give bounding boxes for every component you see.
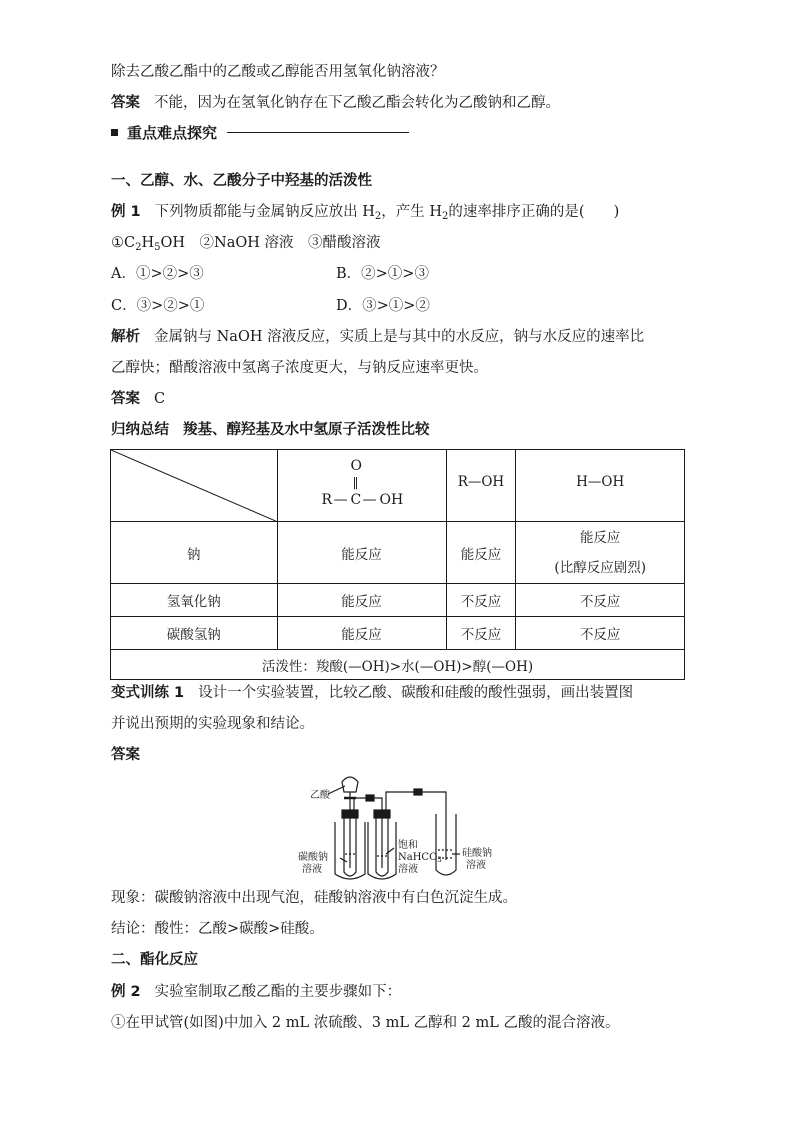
example1-stem	[111, 202, 619, 227]
cell-line: (比醇反应剧烈)	[554, 559, 646, 576]
double-bond-mark: ‖	[352, 474, 359, 489]
summary-title: 羧基、醇羟基及水中氢原子活泼性比较	[183, 422, 430, 438]
question-text: 除去乙酸乙酯中的乙酸或乙醇能否用氢氧化钠溶液？	[111, 64, 445, 80]
table-footer-row	[111, 650, 685, 680]
conclusion-text: 结论：酸性：乙酸>碳酸>硅酸。	[111, 921, 324, 937]
example2-label: 例 2	[111, 984, 141, 1000]
apparatus-diagram	[290, 770, 520, 885]
example2-stem	[111, 982, 401, 1002]
reagent-cell: 碳酸氢钠	[111, 617, 278, 650]
square-bullet-icon	[111, 129, 118, 136]
comparison-table	[110, 449, 685, 680]
answer-label: 答案	[111, 391, 140, 407]
section-heading	[111, 121, 409, 143]
analysis-line-2: 乙醇快；醋酸溶液中氢离子浓度更大，与钠反应速率更快。	[111, 360, 488, 376]
formula-o: O	[350, 457, 363, 474]
formula-oh: OH	[379, 491, 404, 508]
cell: 能反应	[277, 617, 446, 650]
reagent-cell: 钠	[111, 522, 278, 584]
example1-label: 例 1	[111, 204, 141, 220]
answer-text: 不能，因为在氢氧化钠存在下乙酸乙酯会转化为乙酸钠和乙醇。	[154, 95, 560, 111]
option-c: C．③>②>①	[111, 298, 205, 314]
example2-text: 实验室制取乙酸乙酯的主要步骤如下：	[154, 984, 402, 1000]
item-part: H	[141, 235, 155, 251]
variant1-text: 设计一个实验装置，比较乙酸、碳酸和硅酸的酸性强弱，画出装置图	[198, 685, 634, 701]
formula-bond: —	[333, 491, 348, 508]
stem-part: 的速率排序正确的是( )	[448, 204, 620, 220]
example1-items	[111, 233, 381, 258]
diagonal-line	[111, 450, 278, 522]
cell: 不反应	[446, 617, 516, 650]
formula-bond: —	[362, 491, 377, 508]
item-part: OH ②NaOH 溶液 ③醋酸溶液	[160, 235, 381, 251]
subscript: 5	[154, 242, 161, 253]
header-water: H—OH	[516, 450, 685, 522]
answer-value: C	[154, 391, 166, 407]
label-saturated-1: 饱和	[398, 840, 418, 851]
section-rule	[227, 132, 409, 133]
option-d: D．③>①>②	[336, 298, 430, 314]
subscript: 2	[442, 211, 449, 222]
analysis-line-1	[111, 327, 644, 347]
stem-part: 下列物质都能与金属钠反应放出 H	[154, 204, 375, 220]
variant1-label: 变式训练 1	[111, 685, 185, 701]
cell: 能反应	[277, 522, 446, 584]
label-sodium-silicate-2: 溶液	[466, 860, 486, 871]
part2-heading: 二、酯化反应	[111, 952, 198, 968]
stem-part: ，产生 H	[381, 204, 443, 220]
label-sodium-carbonate-2: 溶液	[302, 864, 322, 875]
variant1-answer-label: 答案	[111, 747, 140, 763]
step1-text: ①在甲试管(如图)中加入 2 mL 浓硫酸、3 mL 乙醇和 2 mL 乙酸的混合溶液。	[111, 1015, 620, 1031]
answer-label: 答案	[111, 95, 140, 111]
carboxyl-formula	[282, 456, 442, 516]
cell: 能反应	[446, 522, 516, 584]
label-saturated-3: 溶液	[398, 864, 418, 875]
option-b: B．②>①>③	[336, 266, 429, 282]
header-carboxyl	[277, 450, 446, 522]
cell: 不反应	[516, 584, 685, 617]
item-part: ①C	[111, 235, 136, 251]
table-row	[111, 584, 685, 617]
subscript: 3	[437, 856, 442, 864]
cell	[516, 522, 685, 584]
label-acetic-acid: 乙酸	[310, 790, 330, 801]
label-sodium-carbonate-1: 碳酸钠	[298, 852, 328, 863]
variant1-line-2: 并说出预期的实验现象和结论。	[111, 716, 314, 732]
example1-answer	[111, 389, 165, 409]
subscript: 2	[135, 242, 142, 253]
analysis-label: 解析	[111, 329, 140, 345]
cell: 能反应	[277, 584, 446, 617]
summary-label: 归纳总结	[111, 422, 169, 438]
label-sodium-silicate-1: 硅酸钠	[462, 848, 492, 859]
cell: 不反应	[446, 584, 516, 617]
header-alcohol: R—OH	[446, 450, 516, 522]
section-title: 重点难点探究	[127, 123, 218, 142]
analysis-text: 金属钠与 NaOH 溶液反应，实质上是与其中的水反应，钠与水反应的速率比	[154, 329, 645, 345]
subscript: 2	[374, 211, 382, 222]
cell: 不反应	[516, 617, 685, 650]
option-a: A．①>②>③	[111, 266, 204, 282]
table-row	[111, 522, 685, 584]
table-row	[111, 617, 685, 650]
reagent-cell: 氢氧化钠	[111, 584, 278, 617]
formula-c: C	[350, 491, 362, 508]
part1-heading: 一、乙醇、水、乙酸分子中羟基的活泼性	[111, 173, 372, 189]
cell-line: 能反应	[579, 529, 621, 546]
phenomenon-text: 现象：碳酸钠溶液中出现气泡，硅酸钠溶液中有白色沉淀生成。	[111, 890, 517, 906]
variant1-line-1	[111, 683, 633, 703]
answer-line	[111, 93, 560, 113]
summary-heading	[111, 420, 430, 440]
diagonal-header-cell	[111, 450, 278, 522]
label-nahco3: NaHCO	[398, 852, 438, 863]
activity-summary: 活泼性：羧酸(—OH)>水(—OH)>醇(—OH)	[111, 650, 685, 680]
formula-r: R	[321, 491, 333, 508]
table-header-row	[111, 450, 685, 522]
